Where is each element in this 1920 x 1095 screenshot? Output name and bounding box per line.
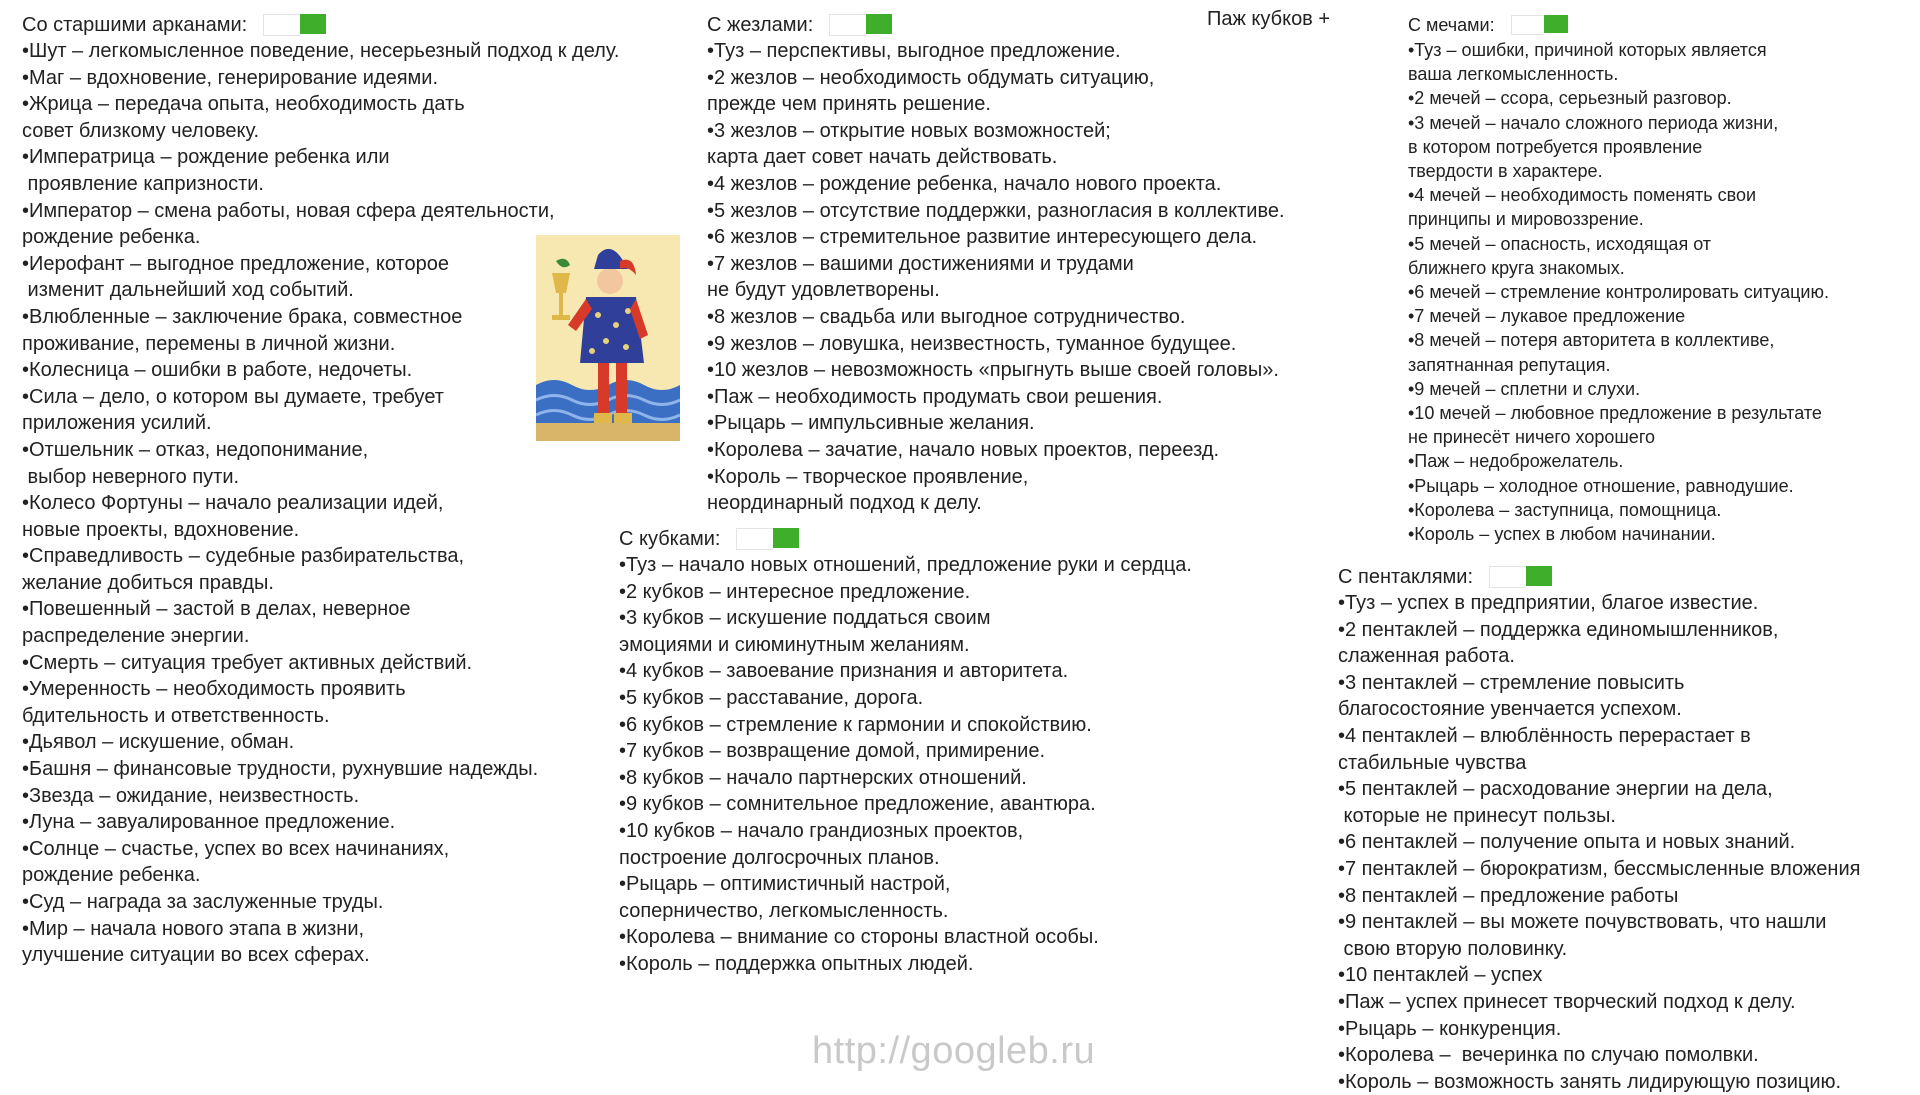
meaning-line: •Туз – начало новых отношений, предложение руки и сердца. (619, 554, 1192, 576)
meaning-line: •10 жезлов – невозможность «прыгнуть выше своей головы». (707, 359, 1279, 382)
meaning-line: •Влюбленные – заключение брака, совместное (22, 305, 463, 328)
meaning-line: выбор неверного пути. (22, 465, 240, 488)
meaning-line: •8 пентаклей – предложение работы (1338, 884, 1679, 907)
meaning-line: •4 кубков – завоевание признания и авторитета. (619, 660, 1069, 683)
meaning-line: которые не принесут пользы. (1338, 804, 1616, 827)
meaning-line: •6 жезлов – стремительное развитие интересующего дела. (707, 226, 1258, 249)
meaning-line: •8 кубков – начало партнерских отношений. (619, 766, 1027, 789)
meaning-line: изменит дальнейший ход событий. (22, 279, 354, 302)
meaning-line: ваша легкомысленность. (1408, 64, 1619, 85)
meaning-line: прежде чем принять решение. (707, 93, 991, 116)
meaning-line: •3 кубков – искушение поддаться своим (619, 607, 991, 630)
color-swatch (1489, 566, 1552, 588)
section-cups (619, 526, 1192, 978)
meaning-line: •Туз – успех в предприятии, благое известие. (1338, 592, 1759, 614)
section-title: С жезлами: (707, 12, 1285, 38)
meaning-line: •Король – поддержка опытных людей. (619, 952, 974, 975)
meaning-line: •5 кубков – расставание, дорога. (619, 686, 924, 709)
meaning-line: •6 мечей – стремление контролировать ситуацию. (1408, 282, 1829, 303)
section-major-arcana (22, 12, 619, 969)
meaning-line: •Звезда – ожидание, неизвестность. (22, 784, 360, 807)
meaning-line: •6 кубков – стремление к гармонии и спокойствию. (619, 713, 1092, 736)
meaning-line: •Король – успех в любом начинании. (1408, 524, 1716, 545)
meaning-line: •2 мечей – ссора, серьезный разговор. (1408, 88, 1732, 109)
meaning-line: •Туз – перспективы, выгодное предложение. (707, 40, 1121, 62)
meaning-list (22, 38, 619, 969)
meaning-line: •Паж – успех принесет творческий подход к делу. (1338, 990, 1796, 1013)
meaning-line: •9 мечей – сплетни и слухи. (1408, 378, 1641, 399)
meaning-line: •3 пентаклей – стремление повысить (1338, 671, 1685, 694)
meaning-line: •3 мечей – начало сложного периода жизни, (1408, 112, 1779, 133)
meaning-line: •Императрица – рождение ребенка или (22, 146, 390, 169)
meaning-line: •Император – смена работы, новая сфера деятельности, (22, 199, 555, 222)
meaning-line: •Мир – начала нового этапа в жизни, (22, 917, 365, 940)
meaning-line: карта дает совет начать действовать. (707, 146, 1058, 169)
meaning-line: новые проекты, вдохновение. (22, 518, 300, 541)
meaning-line: распределение энергии. (22, 625, 250, 648)
meaning-line: •Туз – ошибки, причиной которых является (1408, 40, 1767, 60)
meaning-list (1338, 590, 1860, 1095)
section-title: Со старшими арканами: (22, 12, 619, 38)
meaning-line: •8 мечей – потеря авторитета в коллективе, (1408, 330, 1775, 351)
meaning-line: •9 жезлов – ловушка, неизвестность, туманное будущее. (707, 332, 1237, 355)
meaning-line: •Дьявол – искушение, обман. (22, 731, 295, 754)
meaning-line: •Королева – внимание со стороны властной особы. (619, 926, 1099, 949)
meaning-line: рождение ребенка. (22, 226, 201, 249)
meaning-line: •4 жезлов – рождение ребенка, начало нового проекта. (707, 172, 1222, 195)
color-swatch (1511, 15, 1568, 35)
meaning-line: •Королева – зачатие, начало новых проектов, переезд. (707, 438, 1220, 461)
meaning-line: •Сила – дело, о котором вы думаете, требует (22, 385, 444, 408)
section-title: С мечами: (1408, 12, 1829, 38)
meaning-line: приложения усилий. (22, 412, 212, 435)
meaning-line: •Солнце – счастье, успех во всех начинаниях, (22, 837, 450, 860)
meaning-line: проявление капризности. (22, 172, 264, 195)
meaning-line: свою вторую половинку. (1338, 937, 1568, 960)
meaning-line: •Паж – необходимость продумать свои решения. (707, 385, 1163, 408)
meaning-line: •Король – творческое проявление, (707, 465, 1029, 488)
meaning-line: •10 кубков – начало грандиозных проектов, (619, 819, 1024, 842)
meaning-line: •7 жезлов – вашими достижениями и трудами (707, 252, 1134, 275)
meaning-line: •Шут – легкомысленное поведение, несерьезный подход к делу. (22, 40, 620, 62)
color-swatch (829, 14, 892, 36)
meaning-line: •7 кубков – возвращение домой, примирение. (619, 740, 1046, 763)
meaning-line: •Иерофант – выгодное предложение, которое (22, 252, 449, 275)
meaning-line: •Маг – вдохновение, генерирование идеями. (22, 66, 439, 89)
meaning-line: •7 пентаклей – бюрократизм, бессмысленные вложения (1338, 857, 1861, 880)
meaning-line: •10 мечей – любовное предложение в результате (1408, 403, 1822, 424)
meaning-line: •4 мечей – необходимость поменять свои (1408, 185, 1757, 206)
meaning-line: •10 пентаклей – успех (1338, 964, 1543, 987)
meaning-line: проживание, перемены в личной жизни. (22, 332, 396, 355)
section-wands (707, 12, 1285, 517)
meaning-line: •Колесо Фортуны – начало реализации идей, (22, 492, 444, 515)
meaning-line: •2 кубков – интересное предложение. (619, 580, 971, 603)
meaning-line: бдительность и ответственность. (22, 704, 330, 727)
meaning-line: •5 мечей – опасность, исходящая от (1408, 233, 1712, 254)
meaning-line: •Луна – завуалированное предложение. (22, 811, 396, 834)
meaning-line: запятнанная репутация. (1408, 354, 1611, 375)
meaning-line: не будут удовлетворены. (707, 279, 940, 302)
meaning-line: принципы и мировоззрение. (1408, 209, 1644, 230)
meaning-line: •Рыцарь – импульсивные желания. (707, 412, 1035, 435)
meaning-line: •Рыцарь – холодное отношение, равнодушие. (1408, 475, 1794, 496)
section-title: С кубками: (619, 526, 1192, 552)
meaning-line: совет близкому человеку. (22, 119, 260, 142)
meaning-line: желание добиться правды. (22, 571, 274, 594)
meaning-line: не принесёт ничего хорошего (1408, 427, 1655, 448)
meaning-list (619, 552, 1192, 978)
meaning-line: •Повешенный – застой в делах, неверное (22, 598, 411, 621)
color-swatch (736, 528, 799, 550)
meaning-line: •2 жезлов – необходимость обдумать ситуацию, (707, 66, 1155, 89)
meaning-line: •9 кубков – сомнительное предложение, авантюра. (619, 793, 1096, 816)
page-of-cups-card-icon (536, 235, 680, 441)
meaning-line: слаженная работа. (1338, 645, 1515, 668)
watermark: http://googleb.ru (812, 1030, 1096, 1072)
meaning-line: благосостояние увенчается успехом. (1338, 698, 1682, 721)
meaning-line: •4 пентаклей – влюблённость перерастает в (1338, 724, 1751, 747)
meaning-line: неординарный подход к делу. (707, 492, 982, 515)
meaning-line: в котором потребуется проявление (1408, 136, 1703, 157)
section-swords (1408, 12, 1829, 546)
meaning-line: улучшение ситуации во всех сферах. (22, 944, 370, 967)
meaning-line: ближнего круга знакомых. (1408, 257, 1625, 278)
meaning-line: •Смерть – ситуация требует активных действий. (22, 651, 473, 674)
meaning-line: •Королева – вечеринка по случаю помолвки. (1338, 1044, 1759, 1067)
meaning-list (1408, 38, 1829, 546)
meaning-line: твердости в характере. (1408, 161, 1603, 182)
meaning-line: •9 пентаклей – вы можете почувствовать, что нашли (1338, 911, 1827, 934)
meaning-line: •7 мечей – лукавое предложение (1408, 306, 1686, 327)
section-title: С пентаклями: (1338, 564, 1860, 590)
meaning-line: •6 пентаклей – получение опыта и новых знаний. (1338, 831, 1796, 854)
meaning-line: •Король – возможность занять лидирующую позицию. (1338, 1070, 1842, 1093)
meaning-line: •5 жезлов – отсутствие поддержки, разногласия в коллективе. (707, 199, 1285, 222)
meaning-line: •Отшельник – отказ, недопонимание, (22, 438, 369, 461)
meaning-line: •3 жезлов – открытие новых возможностей; (707, 119, 1111, 142)
meaning-line: •Умеренность – необходимость проявить (22, 678, 406, 701)
meaning-line: рождение ребенка. (22, 864, 201, 887)
meaning-line: •Суд – награда за заслуженные труды. (22, 891, 384, 913)
meaning-line: •Паж – недоброжелатель. (1408, 451, 1624, 472)
header-note: Паж кубков + (1207, 8, 1331, 30)
meaning-line: •2 пентаклей – поддержка единомышленников, (1338, 618, 1779, 641)
meaning-line: стабильные чувства (1338, 751, 1527, 774)
meaning-line: соперничество, легкомысленность. (619, 899, 949, 922)
meaning-line: •Рыцарь – оптимистичный настрой, (619, 873, 951, 896)
meaning-line: эмоциями и сиюминутным желаниям. (619, 633, 970, 656)
meaning-line: •Королева – заступница, помощница. (1408, 499, 1722, 520)
meaning-line: •Башня – финансовые трудности, рухнувшие надежды. (22, 758, 539, 781)
meaning-line: •5 пентаклей – расходование энергии на дела, (1338, 778, 1773, 801)
meaning-line: •Рыцарь – конкуренция. (1338, 1017, 1562, 1040)
meaning-line: •Жрица – передача опыта, необходимость дать (22, 93, 465, 116)
meaning-line: •Колесница – ошибки в работе, недочеты. (22, 359, 413, 382)
meaning-line: •Справедливость – судебные разбирательства, (22, 545, 465, 568)
meaning-line: построение долгосрочных планов. (619, 846, 940, 869)
meaning-list (707, 38, 1285, 517)
section-pentacles (1338, 564, 1860, 1095)
color-swatch (263, 14, 326, 36)
card-illustration (536, 235, 680, 441)
meaning-line: •8 жезлов – свадьба или выгодное сотрудничество. (707, 305, 1186, 328)
